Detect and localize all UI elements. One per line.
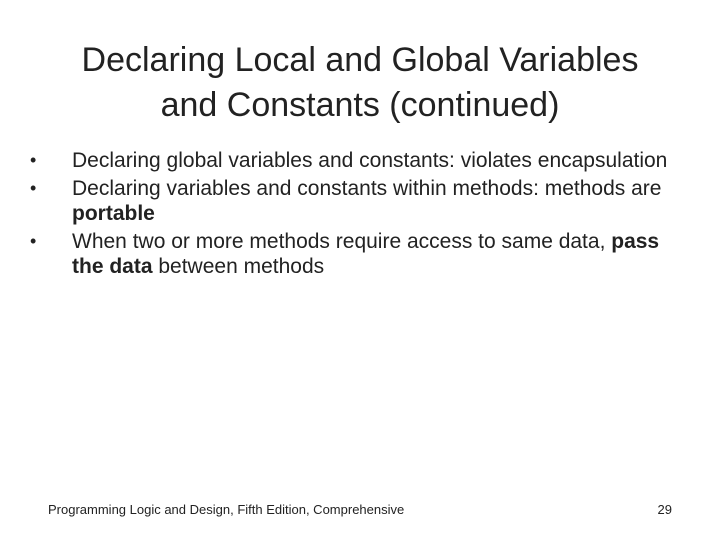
slide-title <box>30 38 690 128</box>
title-line-2: and Constants (continued) <box>160 86 560 124</box>
bullet-list <box>0 148 720 282</box>
slide-footer: Programming Logic and Design, Fifth Edition, Comprehensive <box>48 502 405 517</box>
bullet-marker: • <box>30 231 37 251</box>
bullet-text-after: between methods <box>152 255 325 278</box>
bullet-marker: • <box>30 178 37 198</box>
bullet-bold-text: pass the data <box>72 230 660 278</box>
page-number: 29 <box>657 502 672 517</box>
bullet-item-1 <box>0 148 720 173</box>
bullet-text: Declaring global variables and constants: violates encapsulation <box>72 149 668 172</box>
bullet-text: Declaring variables and constants within methods: methods are <box>72 177 662 200</box>
bullet-item-3 <box>0 229 720 279</box>
bullet-item-2 <box>0 176 720 226</box>
title-line-1: Declaring Local and Global Variables <box>81 41 639 79</box>
bullet-bold-text: portable <box>72 202 155 225</box>
bullet-text: When two or more methods require access to same data, <box>72 230 612 253</box>
bullet-marker: • <box>30 150 37 170</box>
